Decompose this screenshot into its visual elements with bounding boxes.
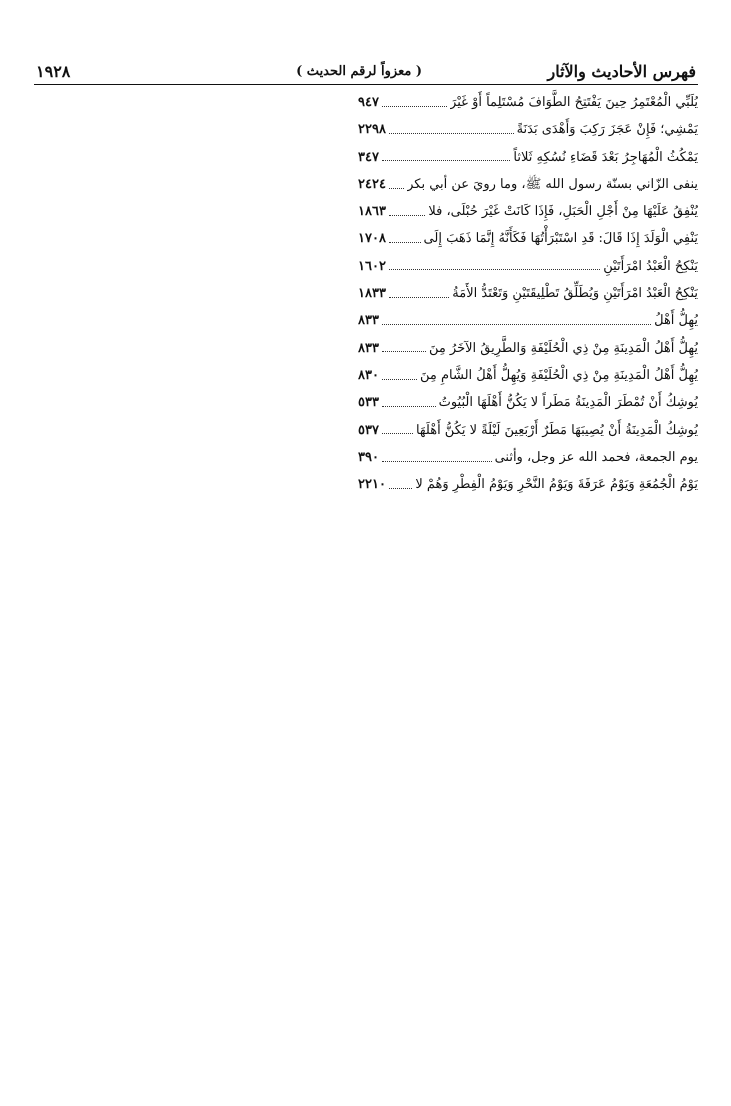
index-entry (358, 225, 698, 252)
entry-text: يُهِلُّ أَهْلُ (654, 313, 698, 329)
index-page (34, 62, 698, 493)
index-entry (358, 335, 698, 362)
dotted-leader (389, 487, 412, 489)
entry-number: ٨٣٣ (358, 313, 379, 329)
index-entry (358, 144, 698, 171)
index-entry (358, 280, 698, 307)
entry-number: ٨٣٣ (358, 340, 379, 356)
dotted-leader (382, 350, 426, 352)
dotted-leader (382, 460, 492, 462)
index-entry (358, 116, 698, 143)
entry-number: ٥٣٧ (358, 422, 379, 438)
entry-number: ١٨٦٣ (358, 204, 386, 220)
entry-number: ١٨٣٣ (358, 286, 386, 302)
dotted-leader (382, 432, 413, 434)
index-entry (358, 417, 698, 444)
entry-text: يُهِلُّ أَهْلُ الْمَدِينَةِ مِنْ ذِي الْحُلَيْفَةِ وَيُهِلُّ أَهْلُ الشَّامِ مِنَ (419, 367, 698, 383)
dotted-leader (389, 132, 514, 134)
index-entry (358, 198, 698, 225)
dotted-leader (382, 378, 417, 380)
entry-text: يوم الجمعة، فحمد الله عز وجل، وأثنى (494, 449, 698, 465)
entry-text: يَنْفِي الْوَلَدَ إِذَا قَالَ: قَدِ اسْتَبْرَأْتُهَا فَكَأَنَّهُ إِنَّمَا ذَهَبَ إِلَى (423, 231, 698, 247)
entry-number: ٢٢٩٨ (358, 122, 386, 138)
entry-number: ٢٤٢٤ (358, 176, 386, 192)
entry-number: ٩٤٧ (358, 95, 379, 110)
index-entry (358, 253, 698, 280)
entry-number: ٥٣٣ (358, 395, 379, 411)
dotted-leader (389, 241, 421, 243)
dotted-leader (389, 187, 404, 189)
index-entry (358, 171, 698, 198)
entry-text: يَنْكِحُ الْعَبْدُ امْرَأَتَيْنِ وَيُطَلِّقُ تَطْلِيقَتَيْنِ وَتَعْتَدُّ الأَمَةُ (452, 286, 698, 302)
dotted-leader (382, 105, 447, 107)
index-entry (358, 362, 698, 389)
entry-text: يَمْشِي؛ فَإِنْ عَجَزَ رَكِبَ وَأَهْدَى بَدَنَةً (516, 122, 698, 138)
index-entry (358, 307, 698, 334)
dotted-leader (389, 214, 425, 216)
entry-text: يُلَبِّي الْمُعْتَمِرُ حِينَ يَفْتَتِحُ الطَّوَافَ مُسْتَلِماً أَوْ غَيْرَ (450, 95, 698, 110)
entry-text: يُهِلُّ أَهْلُ الْمَدِينَةِ مِنْ ذِي الْحُلَيْفَةِ وَالطَّرِيقُ الآخَرُ مِنَ (428, 340, 698, 356)
page-subtitle: ( معزواً لرقم الحديث ) (296, 64, 422, 79)
dotted-leader (382, 159, 510, 161)
index-entry (358, 389, 698, 416)
dotted-leader (389, 268, 600, 270)
entry-text: ينفى الزّاني بسنّة رسول الله ﷺ، وما رويَ عن أبي بكر (407, 176, 698, 192)
page-number: ١٩٢٨ (36, 62, 71, 81)
entry-text: يَمْكُثُ الْمُهَاجِرُ بَعْدَ قَضَاءِ نُسُكِهِ ثَلاثاً (513, 149, 698, 165)
page-header (34, 62, 698, 85)
entry-text: يُوشِكُ الْمَدِينَةُ أَنْ يُصِيبَهَا مَطَرٌ أَرْبَعِينَ لَيْلَةً لا يَكُنُّ أَهْلَهَا (415, 422, 698, 438)
entry-number: ١٦٠٢ (358, 258, 386, 274)
entry-number: ٨٣٠ (358, 367, 379, 383)
entry-text: يُوشِكُ أَنْ تُمْطَرَ الْمَدِينَةُ مَطَراً لا يَكُنُّ أَهْلَهَا الْبُيُوتُ (438, 395, 698, 411)
dotted-leader (389, 296, 449, 298)
entry-number: ٢٢١٠ (358, 477, 386, 493)
dotted-leader (382, 405, 436, 407)
entry-text: يَنْكِحُ الْعَبْدُ امْرَأَتَيْنِ (603, 258, 698, 274)
index-entry (358, 89, 698, 116)
index-entry (358, 444, 698, 471)
entry-text: يُنْفِقُ عَلَيْهَا مِنْ أَجْلِ الْحَبَلِ، فَإِذَا كَانَتْ غَيْرَ حُبْلَى، فلا (428, 204, 698, 220)
entry-number: ١٧٠٨ (358, 231, 386, 247)
index-entry (358, 471, 698, 498)
entry-number: ٣٤٧ (358, 149, 379, 165)
entry-number: ٣٩٠ (358, 449, 379, 465)
page-title: فهرس الأحاديث والآثار (547, 62, 696, 81)
index-entry-list (358, 89, 698, 498)
dotted-leader (382, 323, 651, 325)
entry-text: يَوْمُ الْجُمُعَةِ وَيَوْمُ عَرَفَةَ وَيَوْمُ النَّحْرِ وَيَوْمُ الْفِطْرِ وَهُمْ لا (415, 477, 698, 493)
